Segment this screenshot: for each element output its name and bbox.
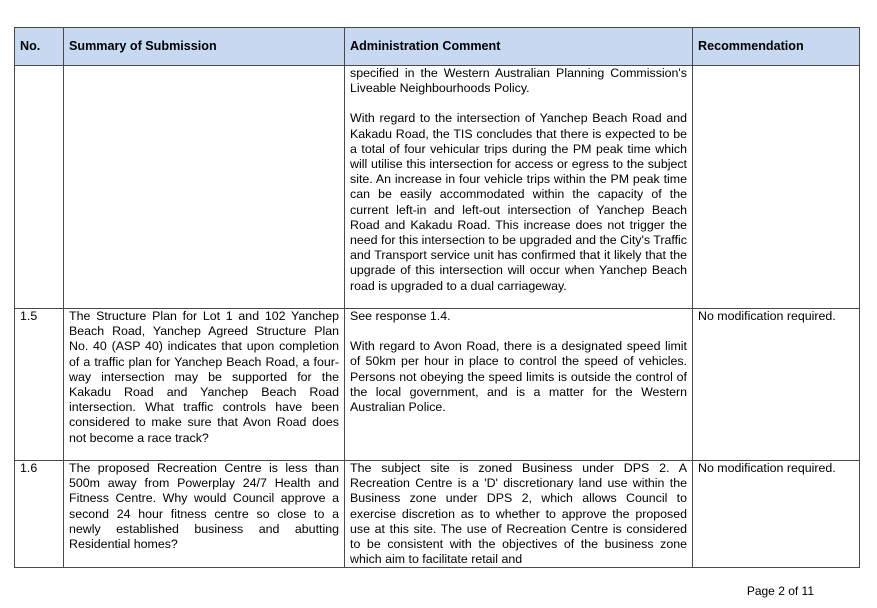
submissions-table xyxy=(14,27,860,568)
header-no: No. xyxy=(15,28,64,66)
comment-paragraph: See response 1.4. xyxy=(350,309,451,323)
row-summary: The Structure Plan for Lot 1 and 102 Yanchep Beach Road, Yanchep Agreed Structure Plan No. 40 (ASP 40) indicates that upon completion of a traffic plan for Yanchep Beach Road, a four-way intersection may be supported for the Kakadu Road and Yanchep Beach Road intersection. What traffic controls have been considered to make sure that Avon Road does not become a race track? xyxy=(64,309,345,461)
comment-paragraph: With regard to Avon Road, there is a designated speed limit of 50km per hour in place to control the speed of vehicles. Persons not obeying the speed limits is outside the control of the local government, and is a matter for the Western Australian Police. xyxy=(350,339,687,415)
row-summary: The proposed Recreation Centre is less than 500m away from Powerplay 24/7 Health and Fitness Centre. Why would Council approve a second 24 hour fitness centre so close to a newly established business and abutting Residential homes? xyxy=(64,461,345,568)
row-comment xyxy=(345,461,693,568)
row-number: 1.6 xyxy=(15,461,64,568)
header-summary: Summary of Submission xyxy=(64,28,345,66)
header-recommendation: Recommendation xyxy=(693,28,860,66)
row-comment xyxy=(345,66,693,309)
header-comment: Administration Comment xyxy=(345,28,693,66)
row-comment xyxy=(345,309,693,461)
comment-paragraph: specified in the Western Australian Planning Commission's Liveable Neighbourhoods Policy. xyxy=(350,66,687,96)
comment-paragraph: The subject site is zoned Business under DPS 2. A Recreation Centre is a 'D' discretionary land use within the Business zone under DPS 2, which allows Council to exercise discretion as to whether to approve the proposed use at this site. The use of Recreation Centre is considered to be consistent with the objectives of the business zone which aim to facilitate retail and xyxy=(350,461,687,567)
table-row xyxy=(15,66,860,309)
row-recommendation: No modification required. xyxy=(693,461,860,568)
row-number xyxy=(15,66,64,309)
row-summary xyxy=(64,66,345,309)
table-row xyxy=(15,461,860,568)
row-recommendation: No modification required. xyxy=(693,309,860,461)
row-number: 1.5 xyxy=(15,309,64,461)
comment-paragraph: With regard to the intersection of Yanchep Beach Road and Kakadu Road, the TIS concludes that there is expected to be a total of four vehicular trips during the PM peak time which will utilise this intersection for access or egress to the subject site. An increase in four vehicle trips within the PM peak time can be easily accommodated within the capacity of the current left-in and left-out intersection of Yanchep Beach Road and Kakadu Road. This increase does not trigger the need for this intersection to be upgraded and the City's Traffic and Transport service unit has confirmed that it likely that the upgrade of this intersection will occur when Yanchep Beach road is upgraded to a dual carriageway. xyxy=(350,111,687,293)
table-header-row xyxy=(15,28,860,66)
row-recommendation xyxy=(693,66,860,309)
page-number: Page 2 of 11 xyxy=(746,584,814,598)
table-row xyxy=(15,309,860,461)
